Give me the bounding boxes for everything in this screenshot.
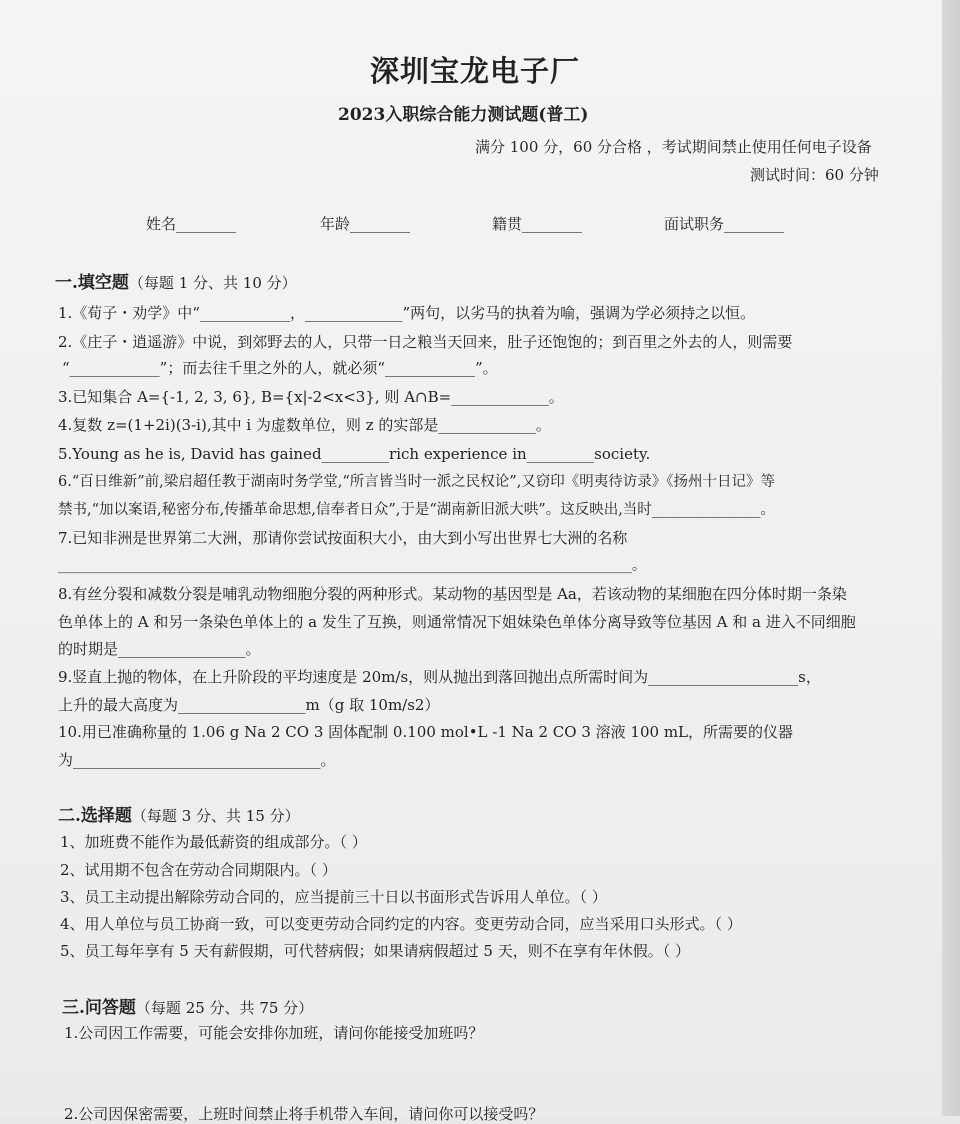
exam-time: 测试时间：60 分钟 — [750, 166, 879, 184]
q1-4: 4.复数 z=(1+2i)(3-i),其中 i 为虚数单位，则 z 的实部是_____________。 — [58, 416, 551, 434]
section2-title: 二.选择题 — [58, 806, 132, 826]
q1-2-line1: 2.《庄子・逍遥游》中说，到郊野去的人，只带一日之粮当天回来，肚子还饱饱的；到百里之外去的人，则需要 — [58, 333, 793, 351]
q2-5: 5、员工每年享有 5 天有薪假期，可代替病假；如果请病假超过 5 天，则不在享有年休假。（ ） — [60, 942, 690, 960]
q1-2-line2: “____________”；而去往千里之外的人，就必须“____________”。 — [62, 359, 498, 377]
section3-note: （每题 25 分、共 75 分） — [135, 999, 314, 1017]
q1-9-line1: 9.竖直上抛的物体，在上升阶段的平均速度是 20m/s，则从抛出到落回抛出点所需时间为____________________s， — [58, 668, 821, 686]
section1-note: （每题 1 分、共 10 分） — [128, 274, 297, 292]
age-field[interactable]: 年龄________ — [320, 215, 411, 233]
q1-10-line1: 10.用已准确称量的 1.06 g Na 2 CO 3 固体配制 0.100 mol•L -1 Na 2 CO 3 溶液 100 mL，所需要的仪器 — [58, 723, 794, 741]
section1-title: 一.填空题 — [55, 273, 129, 293]
q3-2: 2.公司因保密需要，上班时间禁止将手机带入车间，请问你可以接受吗？ — [64, 1105, 544, 1123]
hometown-field[interactable]: 籍贯________ — [492, 215, 583, 233]
q1-8-line2: 色单体上的 A 和另一条染色单体上的 a 发生了互换，则通常情况下姐妹染色单体分离导致等位基因 A 和 a 进入不同细胞 — [58, 613, 856, 631]
q2-4: 4、用人单位与员工协商一致，可以变更劳动合同约定的内容。变更劳动合同，应当采用口头形式。（ ） — [60, 915, 742, 933]
q2-2: 2、试用期不包含在劳动合同期限内。（ ） — [60, 861, 337, 879]
candidate-info-row — [0, 213, 942, 237]
q1-9-line2: 上升的最大高度为_________________m（g 取 10m/s2） — [58, 696, 440, 714]
section2-heading — [58, 805, 300, 827]
q1-7-answer-line[interactable]: __________________________________________________________________________________。 — [58, 558, 646, 574]
q1-10-line2: 为_________________________________。 — [58, 751, 336, 769]
section2-note: （每题 3 分、共 15 分） — [131, 807, 300, 825]
paper-edge-shadow — [942, 0, 960, 1116]
q1-8-line3: 的时期是_________________。 — [58, 640, 261, 658]
q1-5: 5.Young as he is, David has gained_________rich experience in_________society. — [58, 445, 651, 463]
name-field[interactable]: 姓名________ — [146, 215, 237, 233]
exam-title: 2023入职综合能力测试题(普工) — [338, 105, 589, 125]
q2-3: 3、员工主动提出解除劳动合同的，应当提前三十日以书面形式告诉用人单位。（ ） — [60, 888, 607, 906]
exam-rules: 满分 100 分，60 分合格 ，考试期间禁止使用任何电子设备 — [475, 138, 872, 156]
section3-heading — [62, 997, 313, 1019]
q1-1: 1.《荀子・劝学》中“____________，_____________”两句，以劣马的执着为喻，强调为学必须持之以恒。 — [58, 304, 756, 322]
q1-3: 3.已知集合 A={-1, 2, 3, 6}, B={x|-2<x<3}, 则 A∩B=_____________。 — [58, 388, 564, 406]
section3-title: 三.问答题 — [62, 998, 136, 1018]
section1-heading — [55, 272, 297, 294]
q1-7-line1: 7.已知非洲是世界第二大洲，那请你尝试按面积大小，由大到小写出世界七大洲的名称 — [58, 529, 628, 547]
q2-1: 1、加班费不能作为最低薪资的组成部分。（ ） — [60, 833, 367, 851]
q3-1: 1.公司因工作需要，可能会安排你加班，请问你能接受加班吗？ — [64, 1024, 484, 1042]
position-field[interactable]: 面试职务________ — [664, 215, 785, 233]
q1-8-line1: 8.有丝分裂和减数分裂是哺乳动物细胞分裂的两种形式。某动物的基因型是 Aa，若该动物的某细胞在四分体时期一条染 — [58, 585, 847, 603]
company-title: 深圳宝龙电子厂 — [370, 54, 581, 88]
q1-6-line2: 禁书,“加以案语,秘密分布,传播革命思想,信奉者日众”,于是“湖南新旧派大哄”。这反映出,当时_______________。 — [58, 502, 776, 518]
q1-6-line1: 6.“百日维新”前,梁启超任教于湖南时务学堂,“所言皆当时一派之民权论”,又窃印《明夷待访录》《扬州十日记》等 — [58, 474, 776, 490]
